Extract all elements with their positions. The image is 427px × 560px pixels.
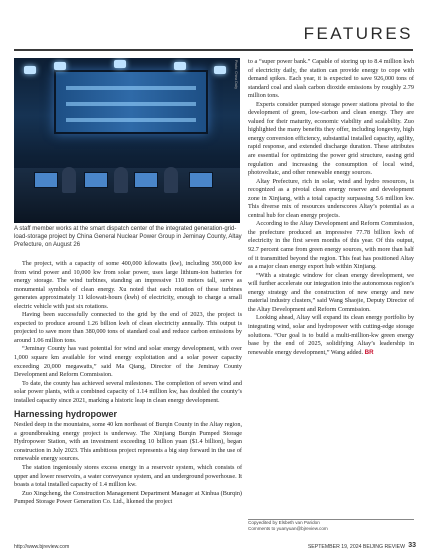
subheading: Harnessing hydropower — [14, 409, 118, 420]
comments-contact: Comments to yuanyuan@bjreview.com — [248, 526, 328, 532]
paragraph: Experts consider pumped storage power stations pivotal to the development of green, low-carbon and clean energy. They are valued for their maturity, economic viability and scalability. Zuo highlighted the many benefits they offer, including longevity, high energy conversion efficiency, substantial installed capacity, agility, rapid response, and extended discharge duration. These attributes are essential for optimizing the power grid structure, easing grid regulation and increasing the consumption of local wind, photovoltaic, and other renewable energy sources. — [248, 100, 414, 177]
article-photo — [14, 58, 240, 223]
paragraph: “With a strategic window for clean energy development, we will further accelerate our integration into the autonomous region’s energy strategy and the construction of new energy and new material industry clusters,” said Wang Shaojie, Deputy Director of the Altay Development and Reform Commission. — [248, 271, 414, 313]
page-header — [0, 0, 427, 50]
section-title: FEATURES — [303, 24, 413, 43]
paragraph: “Jeminay County has vast potential for wind and solar energy development, with over 1,000 square km available for wind energy exploitation and a solar power capacity exceeding 20,000 megawatts,” said Ma Qiang, Director of the Jeminay County Development and Reform Commission. — [14, 345, 242, 379]
copyeditor-credit: Copyedited by Elsbeth van Paridon — [248, 520, 320, 525]
left-column — [14, 260, 242, 507]
paragraph: Zuo Xingcheng, the Construction Management Department Manager at Xinhua (Burqin) Pumped Storage Power Generation Co. Ltd., likened the project — [14, 489, 242, 506]
paragraph: Having been successfully connected to the grid by the end of 2023, the project is expected to produce around 1.26 billion kwh of clean electricity annually. This output is projected to save more than 380,000 tons of standard coal and reduce carbon emissions by around 1.06 million tons. — [14, 311, 242, 344]
paragraph-text: Looking ahead, Altay will expand its clean energy portfolio by integrating wind, solar and hydropower with cutting-edge storage solutions. “Our goal is to build a multi-million-kw green energy base by the end of 2025, solidifying Altay’s leadership in renewable energy development,” Wang added. — [248, 314, 414, 356]
header-rule — [14, 49, 413, 51]
paragraph: Altay Prefecture, rich in solar, wind and hydro resources, is recognized as a pivotal clean energy reserve and development zone in Xinjiang, with a total capacity surpassing 5.6 million kw. This diverse mix of resources underscores Altay’s potential as a central hub for clean energy projects. — [248, 177, 414, 219]
footer-url: http://www.bjreview.com — [14, 544, 70, 550]
photo-caption: A staff member works at the smart dispatch center of the integrated generation-grid-load-storage project by China General Nuclear Power Group in Jeminay County, Altay Prefecture, on August 26 — [14, 226, 242, 249]
paragraph: According to the Altay Development and Reform Commission, the prefecture produced an impressive 77.78 billion kwh of electricity in the first seven months of this year. Of this output, 92.7 percent came from green energy sources, with more than half of it transmitted beyond the region. This feat has positioned Altay as a major clean energy export hub within Xinjiang. — [248, 220, 414, 271]
display-wall — [54, 70, 208, 134]
footer-issue: SEPTEMBER 19, 2024 BEIJING REVIEW — [307, 544, 405, 550]
staff-member — [164, 167, 178, 193]
paragraph: Nestled deep in the mountains, some 40 km northeast of Burqin County in the Altay region, a groundbreaking energy project is underway. The Xinjiang Burqin Pumped Storage Hydropower Station, with an investment exceeding 10 billion yuan ($1.4 billion), began construction in July 2023. This ambitious project represents a big step forward in the use of renewable energy sources. — [14, 421, 242, 463]
page-number: 33 — [408, 542, 416, 549]
paragraph: To date, the county has achieved several milestones. The completion of seven wind and solar power plants, with a combined capacity of 1.14 million kw, has doubled the county’s installed capacity since 2021, marking a historic leap in clean energy development. — [14, 379, 242, 404]
end-mark: BR — [364, 348, 374, 356]
paragraph: The project, with a capacity of some 400,000 kilowatts (kw), including 390,000 kw from wind power and 10,000 kw from solar power, uses large lithium-ion batteries for energy storage. The wind turbines, standing an impressive 110 meters tall, serve as monumental symbols of clean energy. Xu noted that each rotation of these turbines generates approximately 11 kilowatt-hours (kwh) of electricity, enough to charge a small electric vehicle with just six rotations. — [14, 260, 242, 310]
staff-member — [62, 167, 76, 193]
paragraph: The station ingeniously stores excess energy in a reservoir system, which consists of upper and lower reservoirs, a water conveyance system, and an underground powerhouse. It boasts a total installed capacity of 1.4 million kw. — [14, 464, 242, 489]
right-column — [248, 58, 414, 357]
paragraph — [248, 314, 414, 357]
staff-member — [114, 167, 128, 193]
footnote — [248, 520, 414, 533]
paragraph: to a “super power bank.” Capable of storing up to 8.4 million kwh of electricity daily, the station can provide energy to cope with demand spikes. Each year, it is expected to save 926,000 tons of standard coal and slash carbon dioxide emissions by roughly 2.79 million tons. — [248, 58, 414, 100]
photo-credit: Photo: China Daily — [234, 60, 238, 89]
